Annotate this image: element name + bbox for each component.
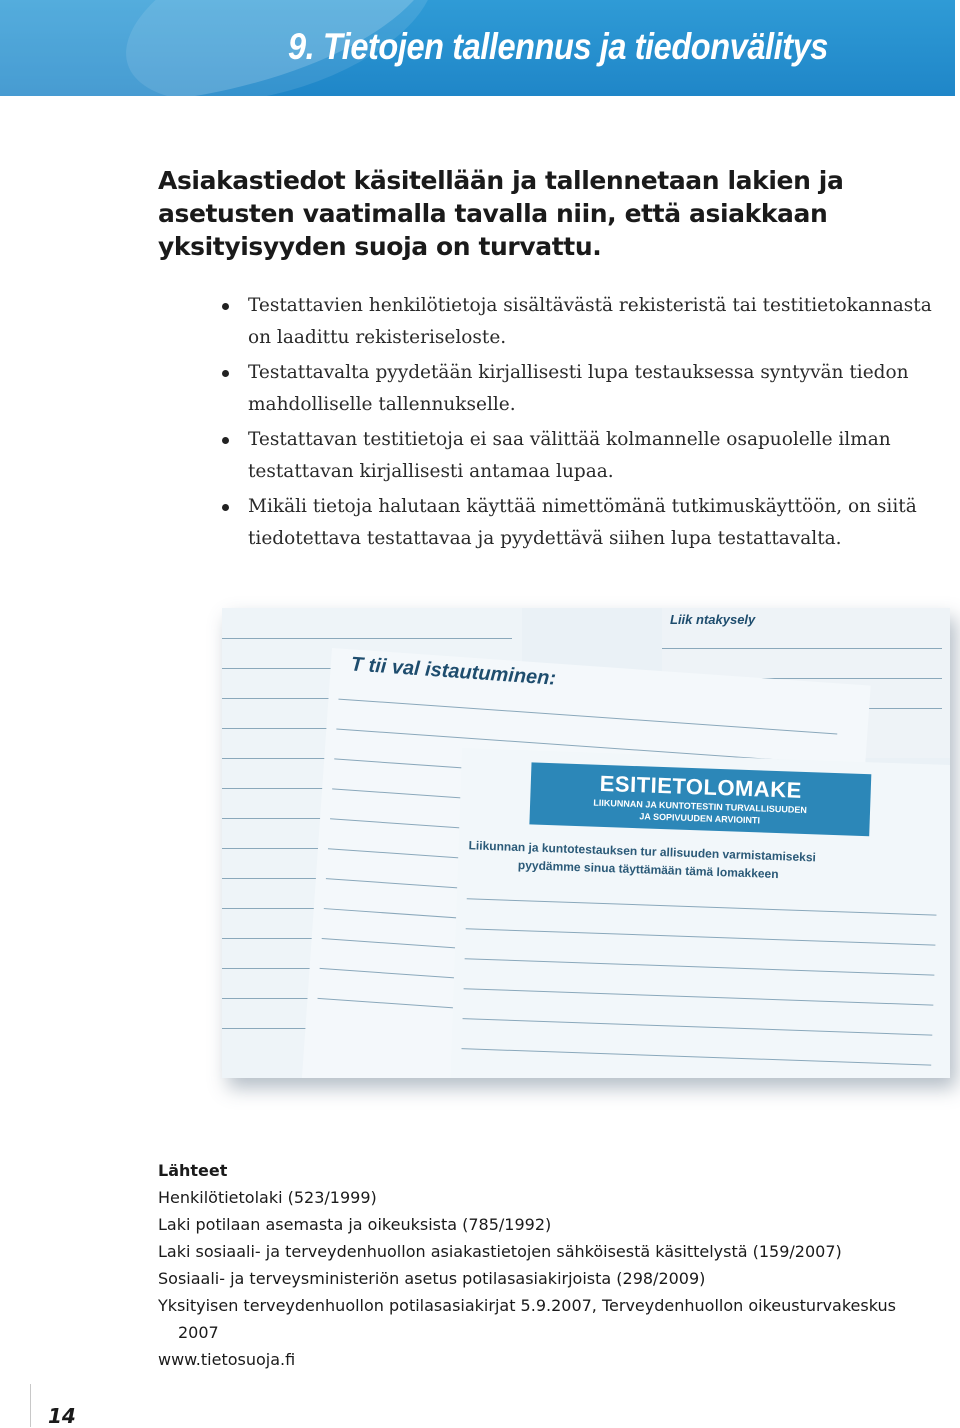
source-url: www.tietosuoja.fi xyxy=(158,1350,296,1369)
form-heading: Liik ntakysely xyxy=(670,612,756,627)
page-title: 9. Tietojen tallennus ja tiedonvälitys xyxy=(288,26,828,67)
list-item: Testattavien henkilötietoja sisältävästä rekisteristä tai testitietokannasta on laadittu rekisteriseloste. xyxy=(222,290,942,354)
form-title: ESITIETOLOMAKE xyxy=(599,770,803,803)
source-item: Laki sosiaali- ja terveydenhuollon asiakastietojen sähköisestä käsittelystä (159/2007) xyxy=(158,1242,842,1261)
source-item: Yksityisen terveydenhuollon potilasasiakirjat 5.9.2007, Terveydenhuollon oikeusturvakeskus xyxy=(158,1296,896,1315)
form-sheet xyxy=(450,748,950,1078)
form-text: pyydämme sinua täyttämään tämä lomakkeen xyxy=(517,858,779,882)
source-item: Laki potilaan asemasta ja oikeuksista (785/1992) xyxy=(158,1215,552,1234)
header-banner xyxy=(0,0,955,96)
source-item: Sosiaali- ja terveysministeriön asetus potilasasiakirjoista (298/2009) xyxy=(158,1269,706,1288)
bullet-icon xyxy=(222,504,229,511)
page-divider xyxy=(30,1384,31,1427)
forms-photo xyxy=(222,608,950,1078)
list-item: Mikäli tietoja halutaan käyttää nimettömänä tutkimuskäyttöön, on siitä tiedotettava testattavaa ja pyydettävä siihen lupa testattavalta. xyxy=(222,491,942,555)
form-subtitle: LIIKUNNAN JA KUNTOTESTIN TURVALLISUUDEN xyxy=(593,797,808,816)
bullet-icon xyxy=(222,303,229,310)
list-item: Testattavalta pyydetään kirjallisesti lupa testauksessa syntyvän tiedon mahdolliselle tallennukselle. xyxy=(222,357,942,421)
list-item: Testattavan testitietoja ei saa välittää kolmannelle osapuolelle ilman testattavan kirjallisesti antamaa lupaa. xyxy=(222,424,942,488)
form-text: Liikunnan ja kuntotestauksen tur allisuuden varmistamiseksi xyxy=(468,838,817,865)
lead-paragraph: Asiakastiedot käsitellään ja tallennetaan lakien ja asetusten vaatimalla tavalla niin, että asiakkaan yksityisyyden suoja on turvattu. xyxy=(158,166,844,261)
sources-section xyxy=(158,1157,948,1373)
form-subtitle: JA SOPIVUUDEN ARVIOINTI xyxy=(639,811,761,826)
source-item-continuation: 2007 xyxy=(178,1323,219,1342)
bullet-icon xyxy=(222,370,229,377)
page-number: 14 xyxy=(48,1404,76,1428)
bullet-icon xyxy=(222,437,229,444)
form-heading: T tii val istautuminen: xyxy=(350,653,557,690)
sources-heading: Lähteet xyxy=(158,1161,228,1180)
form-title-box xyxy=(529,762,871,836)
source-item: Henkilötietolaki (523/1999) xyxy=(158,1188,377,1207)
bullet-list xyxy=(222,290,942,558)
